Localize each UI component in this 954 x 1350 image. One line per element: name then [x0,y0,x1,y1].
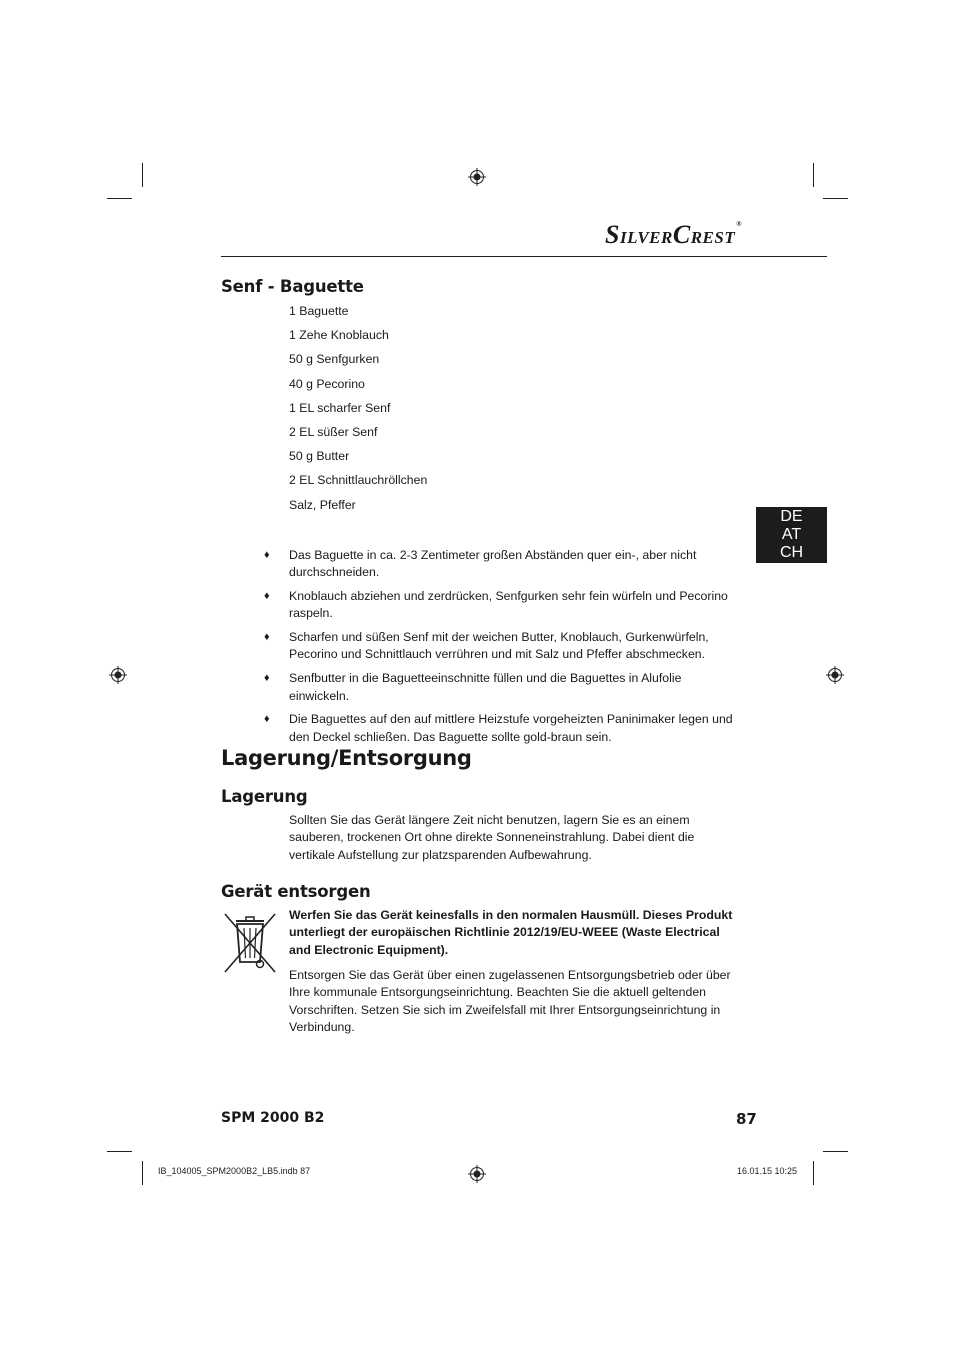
step-text: Das Baguette in ca. 2-3 Zentimeter großen Abständen quer ein-, aber nicht durchschneiden. [289,548,697,580]
list-item: 1 Baguette [289,304,349,318]
disposal-warning: Werfen Sie das Gerät keinesfalls in den normalen Hausmüll. Dieses Produkt unterliegt der europäischen Richtlinie 2012/19/EU-WEEE (Waste Electrical and Electronic Equipment). [289,908,733,957]
list-item [264,588,739,623]
registration-mark-icon [468,168,486,186]
list-item: 2 EL Schnittlauchröllchen [289,473,428,488]
list-item: 1 EL scharfer Senf [289,400,391,415]
brand-logo: SILVERCREST® [605,220,742,249]
page-number: 87 [736,1110,757,1128]
crop-mark [142,163,143,187]
registration-mark-icon [826,666,844,684]
step-text: Senfbutter in die Baguetteeinschnitte füllen und die Baguettes in Alufolie einwickeln. [289,671,682,703]
bullet-diamond-icon: ♦ [264,631,270,644]
crop-mark [823,198,848,199]
registration-mark-icon [109,666,127,684]
crop-mark [813,1161,814,1185]
lang-ch: CH [779,544,804,561]
ingredient-list [289,303,427,521]
registration-mark-icon [468,1165,486,1183]
crop-mark [813,163,814,187]
bullet-diamond-icon: ♦ [264,672,270,685]
list-item [264,670,739,705]
section-title: Lagerung/Entsorgung [221,746,472,770]
language-tab [756,507,827,563]
step-text: Die Baguettes auf den auf mittlere Heizstufe vorgeheizten Paninimaker legen und den Deckel schließen. Das Baguette sollte gold-braun sein. [289,712,733,744]
lang-at: AT [781,526,802,543]
list-item: Salz, Pfeffer [289,497,356,512]
lagerung-title: Lagerung [221,787,308,806]
disposal-title: Gerät entsorgen [221,882,371,901]
list-item [264,547,739,582]
list-item [264,711,739,746]
list-item: 50 g Butter [289,449,350,464]
list-item: 2 EL süßer Senf [289,424,378,439]
crop-mark [107,1151,132,1152]
print-slug-file: IB_104005_SPM2000B2_LB5.indb 87 [158,1166,311,1176]
step-text: Scharfen und süßen Senf mit der weichen Butter, Knoblauch, Gurkenwürfeln, Pecorino und Schnittlauch verrühren und mit Salz und Pfeffer abschmecken. [289,630,709,662]
list-item: 40 g Pecorino [289,376,365,391]
step-list [264,547,739,752]
bullet-diamond-icon: ♦ [264,590,270,603]
bullet-diamond-icon: ♦ [264,713,270,726]
weee-bin-icon [222,912,278,974]
crop-mark [142,1161,143,1185]
header-rule [221,256,827,257]
crop-mark [823,1151,848,1152]
crop-mark [107,198,132,199]
list-item: 1 Zehe Knoblauch [289,328,389,343]
recipe-title: Senf - Baguette [221,277,364,296]
disposal-text: Entsorgen Sie das Gerät über einen zugelassenen Entsorgungsbetrieb oder über Ihre kommunale Entsorgungseinrichtung. Beachten Sie die aktuell geltenden Vorschriften. Setzen Sie sich im Zweifelsfall mit Ihrer Entsorgungseinrichtung in Verbindung. [289,968,731,1034]
model-number: SPM 2000 B2 [221,1110,325,1126]
list-item: 50 g Senfgurken [289,352,380,367]
bullet-diamond-icon: ♦ [264,549,270,561]
lagerung-text: Sollten Sie das Gerät längere Zeit nicht benutzen, lagern Sie es an einem sauberen, trockenen Ort ohne direkte Sonneneinstrahlung. Dabei dient die vertikale Aufstellung zur platzsparenden Aufbewahrung. [289,813,695,862]
step-text: Knoblauch abziehen und zerdrücken, Senfgurken sehr fein würfeln und Pecorino raspeln. [289,589,728,621]
list-item [264,629,739,664]
lang-de: DE [780,508,803,525]
print-slug-date: 16.01.15 10:25 [737,1166,798,1176]
